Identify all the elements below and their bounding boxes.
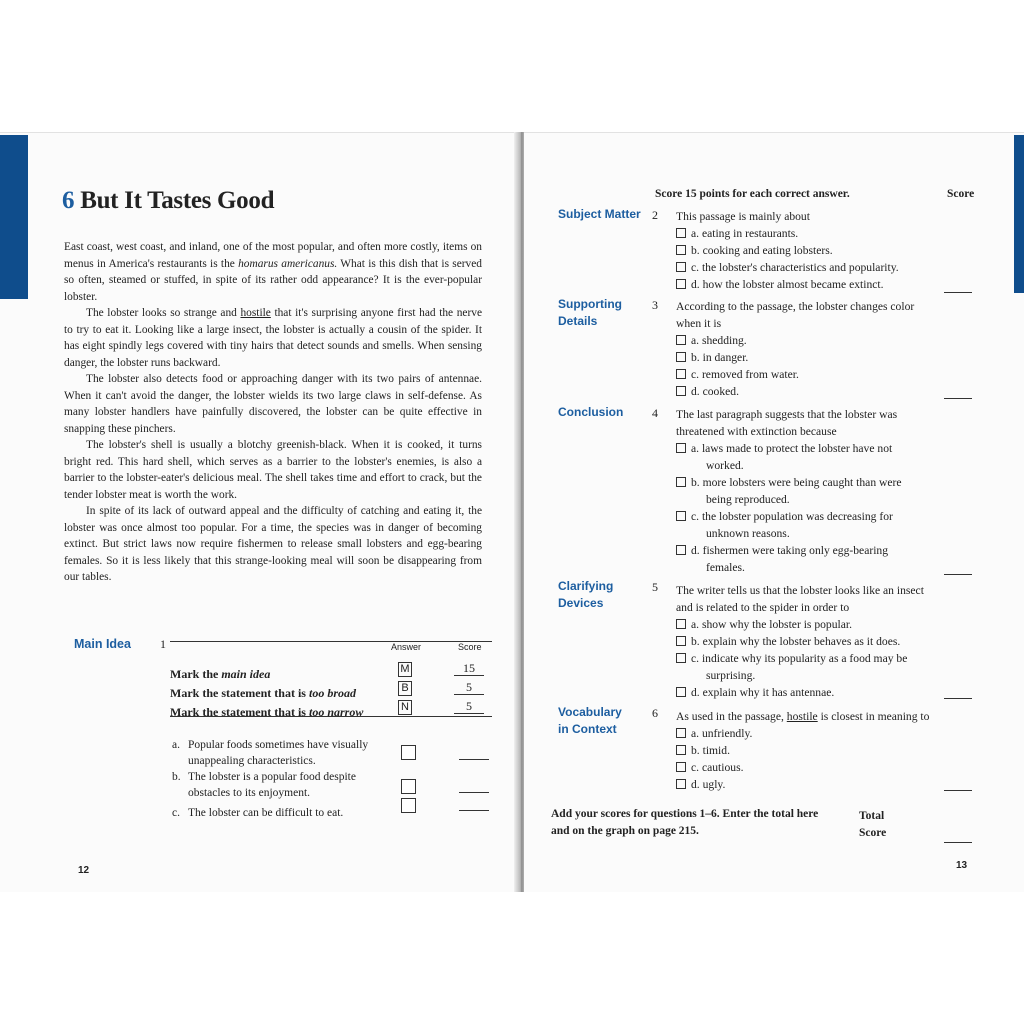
score-column-header: Score [947, 188, 975, 200]
question-3-score-line [944, 398, 972, 399]
question-4-stem: The last paragraph suggests that the lobster was threatened with extinction because [676, 408, 898, 438]
statement-a-checkbox[interactable] [401, 745, 416, 760]
question-5-option-b[interactable]: b. explain why the lobster behaves as it does. [676, 633, 938, 650]
question-2-option-c[interactable]: c. the lobster's characteristics and popularity. [676, 259, 938, 276]
checkbox[interactable] [676, 511, 686, 521]
statement-c-checkbox[interactable] [401, 798, 416, 813]
score-header: Score [458, 642, 482, 652]
question-4-number: 4 [652, 406, 658, 420]
question-6-option-d[interactable]: d. ugly. [676, 776, 938, 793]
category-clarifying-devices: Clarifying Devices [558, 579, 614, 610]
score-value-main: 15 [454, 661, 484, 676]
question-5-score-line [944, 698, 972, 699]
checkbox[interactable] [676, 779, 686, 789]
checkbox[interactable] [676, 619, 686, 629]
question-4 [676, 406, 938, 576]
left-page [0, 132, 520, 892]
statement-b-score-line [459, 792, 489, 793]
chapter-title-text: But It Tastes Good [80, 187, 275, 214]
question-5-option-a[interactable]: a. show why the lobster is popular. [676, 616, 938, 633]
passage-paragraph-5: In spite of its lack of outward appeal and the difficulty of catching and eating it, the lobster was once almost too popular. For a time, the species was in danger of becoming extinct. But strict laws now require fishermen to release small lobsters and egg-bearing females. So it is less likely that this strange-looking meal will soon be disappearing from our tables. [64, 505, 482, 583]
chapter-tab-right [1014, 135, 1024, 293]
mark-main-idea-row: Mark the main idea [170, 667, 271, 681]
question-3-option-d[interactable]: d. cooked. [676, 383, 938, 400]
passage-paragraph-1: East coast, west coast, and inland, one of the most popular, and often more costly, items on menus in America's restaurants is the homarus americanus. What is this dish that is served so often, steamed or stuffed, in spite of its rather odd appearance? It is the ever-popular lobster. [64, 241, 483, 303]
chapter-tab [0, 135, 28, 299]
checkbox[interactable] [676, 636, 686, 646]
question-5-number: 5 [652, 580, 658, 594]
page-number-left: 12 [78, 865, 90, 876]
question-4-option-c[interactable]: c. the lobster population was decreasing for unknown reasons. [676, 508, 938, 542]
statement-c: c. The lobster can be difficult to eat. [172, 807, 344, 819]
question-2-option-a[interactable]: a. eating in restaurants. [676, 225, 938, 242]
page-number-right: 13 [956, 860, 968, 871]
checkbox[interactable] [676, 728, 686, 738]
checkbox[interactable] [676, 369, 686, 379]
statement-a: a. Popular foods sometimes have visually unappealing characteristics. [172, 739, 369, 767]
question-5-stem: The writer tells us that the lobster looks like an insect and is related to the spider in order to [676, 584, 924, 614]
question-3-option-a[interactable]: a. shedding. [676, 332, 938, 349]
chapter-number: 6 [62, 187, 75, 214]
question-6-option-a[interactable]: a. unfriendly. [676, 725, 938, 742]
checkbox[interactable] [676, 262, 686, 272]
vocab-word-hostile-ref: hostile [786, 710, 818, 723]
question-2-score-line [944, 292, 972, 293]
question-4-score-line [944, 574, 972, 575]
total-score-line [944, 842, 972, 843]
question-3-option-c[interactable]: c. removed from water. [676, 366, 938, 383]
category-supporting-details: Supporting Details [558, 297, 622, 328]
question-3-option-b[interactable]: b. in danger. [676, 349, 938, 366]
checkbox[interactable] [676, 228, 686, 238]
question-4-option-b[interactable]: b. more lobsters were being caught than were being reproduced. [676, 474, 938, 508]
main-idea-rule [170, 641, 492, 642]
main-idea-label: Main Idea [74, 637, 131, 651]
answer-box-m: M [398, 662, 412, 677]
answer-header: Answer [391, 642, 422, 652]
book-spread [0, 132, 1024, 892]
question-4-option-d[interactable]: d. fishermen were taking only egg-bearing females. [676, 542, 938, 576]
checkbox[interactable] [676, 245, 686, 255]
question-2-option-d[interactable]: d. how the lobster almost became extinct. [676, 276, 938, 293]
statement-b: b. The lobster is a popular food despite obstacles to its enjoyment. [172, 771, 356, 799]
mark-too-broad-row: Mark the statement that is too broad [170, 686, 356, 700]
checkbox[interactable] [676, 745, 686, 755]
score-value-narrow: 5 [454, 699, 484, 714]
main-idea-number: 1 [160, 637, 166, 651]
checkbox[interactable] [676, 477, 686, 487]
question-6-option-b[interactable]: b. timid. [676, 742, 938, 759]
checkbox[interactable] [676, 386, 686, 396]
question-2-option-b[interactable]: b. cooking and eating lobsters. [676, 242, 938, 259]
points-header: Score 15 points for each correct answer. [655, 188, 850, 200]
statement-c-score-line [459, 810, 489, 811]
scientific-name: homarus americanus. [238, 257, 338, 270]
question-3-number: 3 [652, 298, 658, 312]
reading-passage [64, 239, 482, 586]
question-6-score-line [944, 790, 972, 791]
checkbox[interactable] [676, 335, 686, 345]
category-subject-matter: Subject Matter [558, 207, 641, 221]
statement-b-checkbox[interactable] [401, 779, 416, 794]
passage-paragraph-3: The lobster also detects food or approaching danger with its two pairs of antennae. When it can't avoid the danger, the lobster wields its two large claws in self-defense. As many lobster handlers have painfully discovered, the lobster can be quite effective in snapping these pinchers. [64, 373, 482, 435]
passage-paragraph-2: The lobster looks so strange and hostile that it's surprising anyone first had the nerve to try to eat it. Looking like a large insect, the lobster is actually a cousin of the spider. It has eight spindly legs covered with tiny hairs that detect sounds and smells. When sensing danger, the lobster runs backward. [64, 307, 482, 369]
checkbox[interactable] [676, 352, 686, 362]
question-6-number: 6 [652, 706, 658, 720]
question-2-stem: This passage is mainly about [676, 210, 810, 223]
total-instructions: Add your scores for questions 1–6. Enter the total here and on the graph on page 215. [551, 808, 819, 837]
question-2 [676, 208, 938, 293]
question-5 [676, 582, 938, 701]
question-5-option-d[interactable]: d. explain why it has antennae. [676, 684, 938, 701]
category-conclusion: Conclusion [558, 405, 624, 419]
category-vocabulary-in-context: Vocabulary in Context [558, 705, 622, 736]
answer-box-b: B [398, 681, 412, 696]
question-6 [676, 708, 938, 793]
checkbox[interactable] [676, 687, 686, 697]
score-value-broad: 5 [454, 680, 484, 695]
checkbox[interactable] [676, 443, 686, 453]
total-score-label: Total Score [859, 810, 887, 839]
checkbox[interactable] [676, 279, 686, 289]
answer-box-n: N [398, 700, 412, 715]
statement-a-score-line [459, 759, 489, 760]
question-6-stem: As used in the passage, hostile is closest in meaning to [676, 710, 930, 723]
checkbox[interactable] [676, 545, 686, 555]
question-5-option-c[interactable]: c. indicate why its popularity as a food may be surprising. [676, 650, 938, 684]
checkbox[interactable] [676, 653, 686, 663]
main-idea-separator [170, 716, 492, 717]
passage-paragraph-4: The lobster's shell is usually a blotchy greenish-black. When it is cooked, it turns bright red. This hard shell, which serves as a barrier to the lobster's enemies, is also a barrier to the lobster-eater's delicious meal. The shell takes time and effort to crack, but the tender lobster meat is worth the work. [64, 439, 482, 501]
vocab-word-hostile: hostile [240, 307, 271, 319]
question-6-option-c[interactable]: c. cautious. [676, 759, 938, 776]
question-3-stem: According to the passage, the lobster changes color when it is [676, 300, 915, 330]
chapter-title [62, 187, 274, 215]
mark-too-narrow-row: Mark the statement that is too narrow [170, 705, 364, 719]
question-4-option-a[interactable]: a. laws made to protect the lobster have not worked. [676, 440, 938, 474]
question-3 [676, 298, 938, 400]
checkbox[interactable] [676, 762, 686, 772]
question-2-number: 2 [652, 208, 658, 222]
